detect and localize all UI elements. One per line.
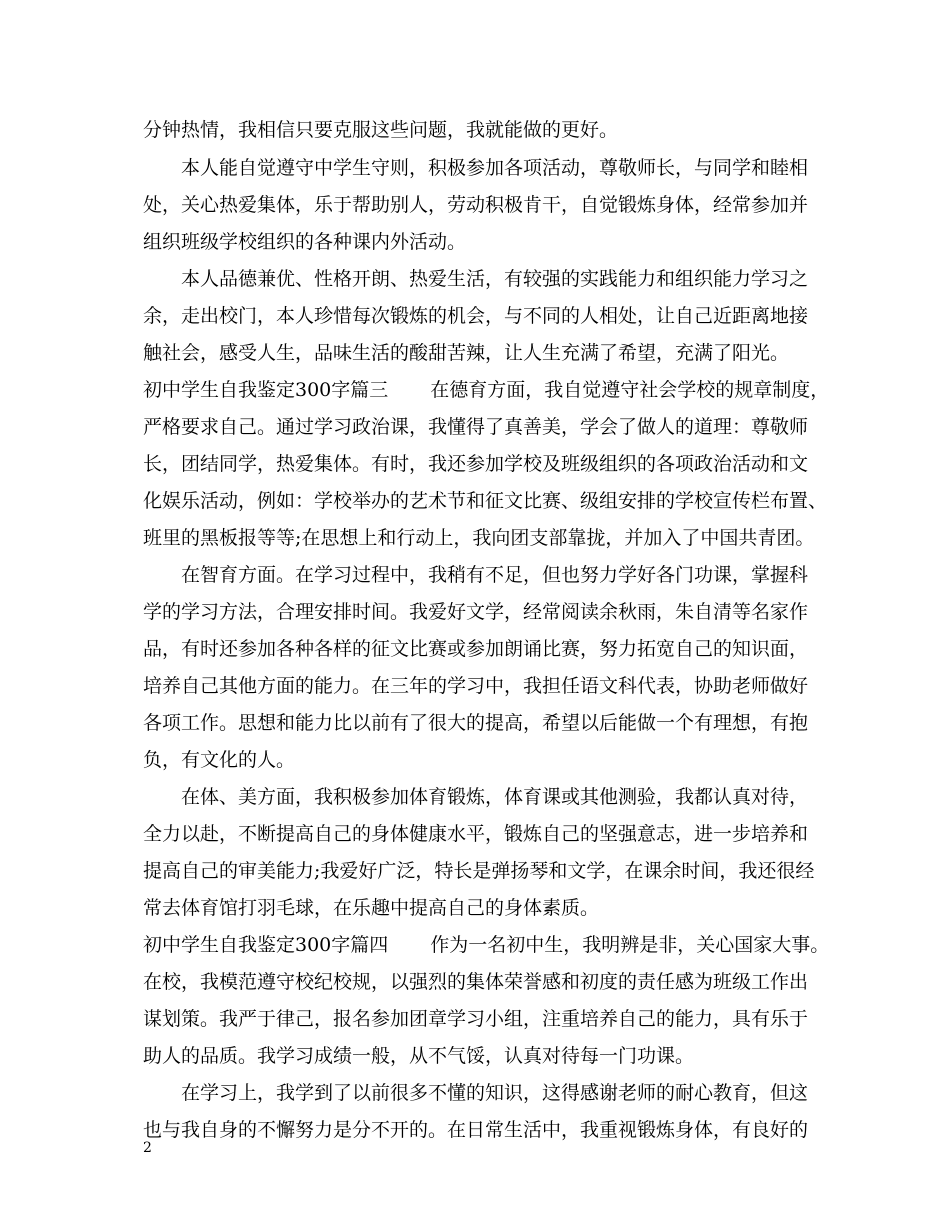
text-segment: 在德育方面，我自觉遵守社会学校的规章制度， — [430, 379, 830, 401]
section-heading: 初中学生自我鉴定300字篇四 — [143, 934, 389, 956]
text-line: 长，团结同学，热爱集体。有时，我还参加学校及班级组织的各项政治活动和文 — [143, 453, 809, 475]
text-line: 各项工作。思想和能力比以前有了很大的提高，希望以后能做一个有理想，有抱 — [143, 712, 809, 734]
paragraph-line: 在学习上，我学到了以前很多不懂的知识，这得感谢老师的耐心教育，但这 — [181, 1082, 809, 1104]
text-line: 触社会，感受人生，品味生活的酸甜苦辣，让人生充满了希望，充满了阳光。 — [143, 342, 790, 364]
text-line: 化娱乐活动，例如：学校举办的艺术节和征文比赛、级组安排的学校宣传栏布置、 — [143, 490, 828, 512]
text-line: 培养自己其他方面的能力。在三年的学习中，我担任语文科代表，协助老师做好 — [143, 675, 809, 697]
text-line: 常去体育馆打羽毛球，在乐趣中提高自己的身体素质。 — [143, 897, 600, 919]
text-line: 严格要求自己。通过学习政治课，我懂得了真善美，学会了做人的道理：尊敬师 — [143, 416, 809, 438]
paragraph-line: 在智育方面。在学习过程中，我稍有不足，但也努力学好各门功课，掌握科 — [181, 564, 809, 586]
text-line: 品，有时还参加各种各样的征文比赛或参加朗诵比赛，努力拓宽自己的知识面， — [143, 638, 809, 660]
text-segment: 作为一名初中生，我明辨是非，关心国家大事。 — [430, 934, 830, 956]
text-line: 负，有文化的人。 — [143, 749, 296, 771]
page-number: 2 — [143, 1140, 152, 1156]
text-line: 学的学习方法，合理安排时间。我爱好文学，经常阅读余秋雨，朱自清等名家作 — [143, 601, 809, 623]
text-line: 组织班级学校组织的各种课内外活动。 — [143, 231, 467, 253]
paragraph-line: 在体、美方面，我积极参加体育锻炼，体育课或其他测验，我都认真对待， — [181, 786, 809, 808]
section-heading-line — [143, 378, 829, 402]
paragraph-line: 本人能自觉遵守中学生守则，积极参加各项活动，尊敬师长，与同学和睦相 — [181, 157, 809, 179]
text-line: 在校，我模范遵守校纪校规，以强烈的集体荣誉感和初度的责任感为班级工作出 — [143, 971, 809, 993]
section-heading: 初中学生自我鉴定300字篇三 — [143, 379, 389, 401]
paragraph-line: 本人品德兼优、性格开朗、热爱生活，有较强的实践能力和组织能力学习之 — [181, 268, 809, 290]
text-line: 提高自己的审美能力;我爱好广泛，特长是弹扬琴和文学，在课余时间，我还很经 — [143, 860, 815, 882]
text-line: 谋划策。我严于律己，报名参加团章学习小组，注重培养自己的能力，具有乐于 — [143, 1008, 809, 1030]
section-heading-line — [143, 933, 829, 957]
text-line: 分钟热情，我相信只要克服这些问题，我就能做的更好。 — [143, 119, 619, 141]
text-line: 也与我自身的不懈努力是分不开的。在日常生活中，我重视锻炼身体，有良好的 — [143, 1119, 809, 1141]
text-line: 处，关心热爱集体，乐于帮助别人，劳动积极肯干，自觉锻炼身体，经常参加并 — [143, 194, 809, 216]
text-line: 全力以赴，不断提高自己的身体健康水平，锻炼自己的坚强意志，进一步培养和 — [143, 823, 809, 845]
text-line: 助人的品质。我学习成绩一般，从不气馁，认真对待每一门功课。 — [143, 1045, 695, 1067]
text-line: 余，走出校门，本人珍惜每次锻炼的机会，与不同的人相处，让自己近距离地接 — [143, 305, 809, 327]
text-line: 班里的黑板报等等;在思想上和行动上，我向团支部靠拢，并加入了中国共青团。 — [143, 527, 815, 549]
